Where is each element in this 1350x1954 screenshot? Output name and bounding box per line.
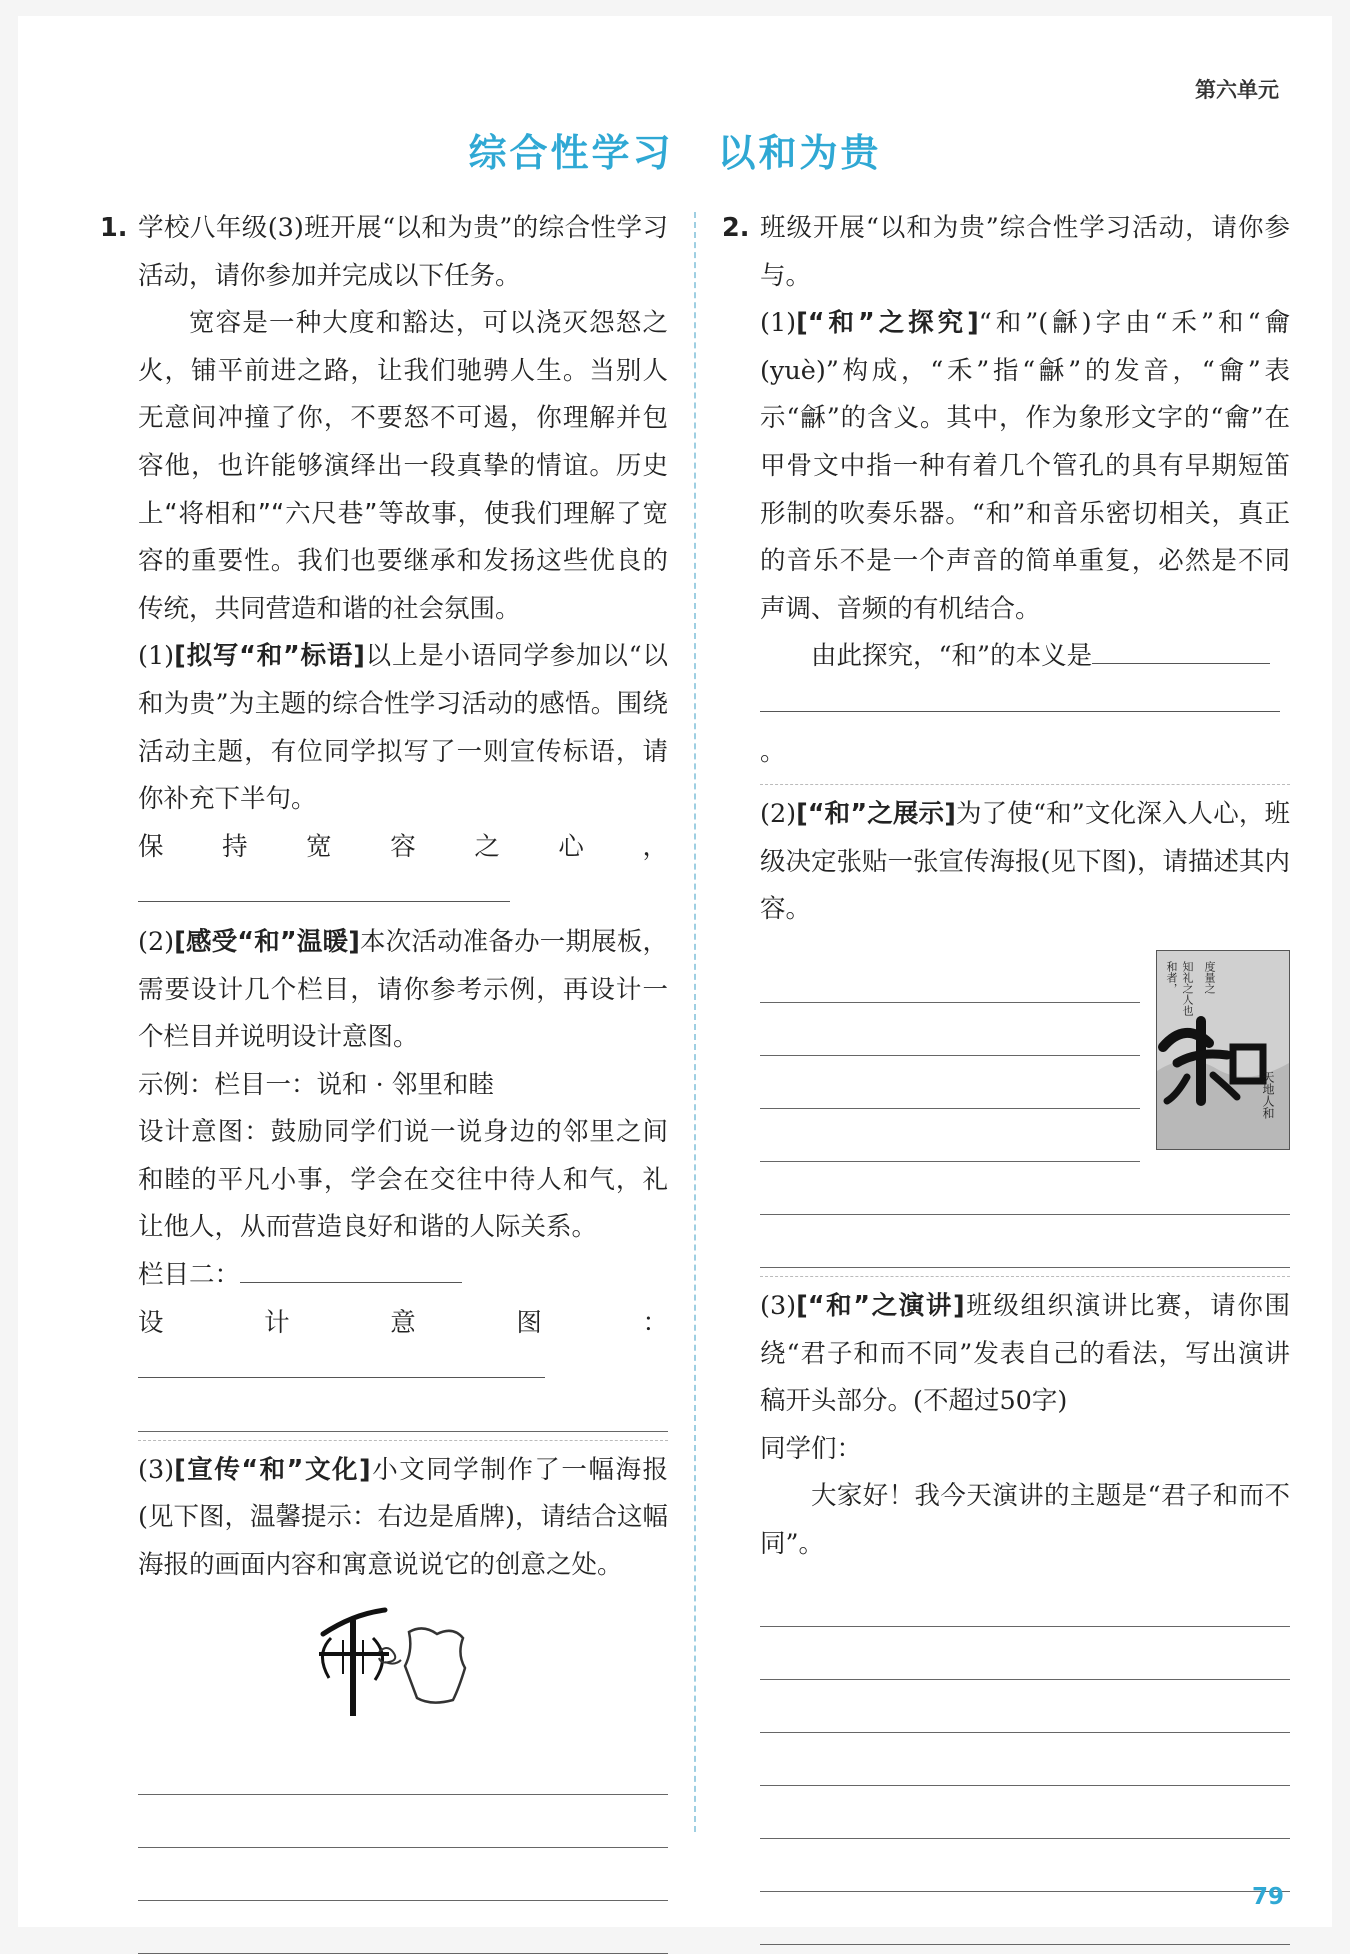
page-number: 79	[1252, 1884, 1285, 1910]
answer-line[interactable]	[138, 1795, 668, 1848]
period: 。	[760, 736, 786, 767]
q1-sub3	[138, 1447, 668, 1590]
answer-line[interactable]	[760, 1003, 1140, 1056]
section-separator	[760, 784, 1290, 785]
answer-line[interactable]	[138, 1742, 668, 1795]
q2-sub1-answer	[760, 633, 1290, 681]
answer-line[interactable]	[760, 1627, 1290, 1680]
column-divider	[694, 212, 696, 1832]
sub-text: 本次活动准备办一期展板，需要设计几个栏目，请你参考示例，再设计一个栏目并说明设计意图。	[138, 926, 668, 1053]
sub-text: 班级组织演讲比赛，请你围绕“君子和而不同”发表自己的看法，写出演讲稿开头部分。(不超过50字)	[760, 1290, 1290, 1417]
meaning-answer-blank-2[interactable]	[760, 683, 1280, 712]
intent-answer-blank[interactable]	[138, 1349, 545, 1378]
poster-answer-area	[760, 950, 1290, 1268]
speech-greeting: 同学们：	[760, 1433, 863, 1464]
slogan-prompt: 保持宽容之心，	[138, 831, 668, 862]
answer-line[interactable]	[138, 1395, 668, 1432]
answer-line[interactable]	[760, 1680, 1290, 1733]
slogan-answer-blank[interactable]	[138, 873, 510, 902]
question-number: 2.	[722, 213, 750, 243]
q1-example: 示例：栏目一：说和 · 邻里和睦	[138, 1069, 494, 1100]
sub-number: (1)	[138, 641, 175, 672]
sub-tag: [“和”之探究]	[796, 308, 979, 339]
poster-he-shield-image	[313, 1604, 473, 1724]
speech-opening: 大家好！我今天演讲的主题是“君子和而不同”。	[760, 1481, 1290, 1559]
answer-line[interactable]	[138, 1901, 668, 1954]
sub-text: 小文同学制作了一幅海报(见下图，温馨提示：右边是盾牌)，请结合这幅海报的画面内容和寓意说说它的创意之处。	[138, 1454, 668, 1581]
sub-tag: [“和”之展示]	[796, 799, 956, 830]
sub-number: (2)	[760, 799, 797, 830]
q1-intent	[138, 1300, 668, 1395]
title-part2: 以和为贵	[717, 131, 882, 175]
answer-line[interactable]	[760, 1109, 1140, 1162]
answer-line[interactable]	[760, 1574, 1290, 1627]
sub-tag: [宣传“和”文化]	[174, 1454, 371, 1485]
answer-line[interactable]	[760, 1056, 1140, 1109]
poster-text-1: 和者，	[1165, 960, 1178, 994]
answer-line[interactable]	[760, 1839, 1290, 1892]
poster-text-4: 天地人和	[1261, 1070, 1275, 1119]
answer-line[interactable]	[760, 1162, 1290, 1215]
sub-number: (3)	[138, 1454, 175, 1485]
intent-label: 设计意图：	[138, 1307, 668, 1338]
column2-answer-blank[interactable]	[240, 1254, 462, 1283]
question-1	[100, 205, 668, 1954]
q2-sub3	[760, 1283, 1290, 1426]
unit-label: 第六单元	[1195, 78, 1279, 102]
answer-line[interactable]	[760, 1892, 1290, 1945]
section-separator	[760, 1276, 1290, 1277]
question-number: 1.	[100, 213, 128, 243]
q2-intro: 班级开展“以和为贵”综合性学习活动，请你参与。	[760, 213, 1290, 291]
q1-sub2	[138, 919, 668, 1062]
sub-text: 为了使“和”文化深入人心，班级决定张贴一张宣传海报(见下图)，请描述其内容。	[760, 799, 1290, 925]
title-part1: 综合性学习	[468, 131, 674, 175]
sub-tag: [感受“和”温暖]	[174, 926, 360, 957]
answer-line[interactable]	[760, 1215, 1290, 1268]
question-2	[722, 205, 1290, 1945]
meaning-prompt: 由此探究，“和”的本义是	[811, 641, 1093, 672]
meaning-answer-blank[interactable]	[1092, 635, 1270, 664]
sub-number: (3)	[760, 1290, 797, 1321]
sub-number: (1)	[760, 308, 797, 339]
q2-sub1-answer-cont	[760, 681, 1290, 776]
answer-line[interactable]	[760, 950, 1140, 1003]
answer-line[interactable]	[760, 1786, 1290, 1839]
q1-sub1-answer	[138, 824, 668, 919]
q1-example-intent: 设计意图：鼓励同学们说一说身边的邻里之间和睦的平凡小事，学会在交往中待人和气，礼让他人，从而营造良好和谐的人际关系。	[138, 1117, 668, 1243]
sub-tag: [“和”之演讲]	[796, 1290, 965, 1321]
speech-answer-area	[760, 1574, 1290, 1945]
sub-number: (2)	[138, 926, 175, 957]
column2-label: 栏目二：	[138, 1260, 241, 1291]
sub-text: “和”(龢)字由“禾”和“龠(yuè)”构成，“禾”指“龢”的发音，“龠”表示“龢”的含义。其中，作为象形文字的“龠”在甲骨文中指一种有着几个管孔的具有早期短笛形制的吹奏乐器。“和”和音乐密切相关，真正的音乐不是一个声音的简单重复，必然是不同声调、音频的有机结合。	[760, 308, 1290, 624]
q2-sub2	[760, 791, 1290, 934]
sub-text: 以上是小语同学参加以“以和为贵”为主题的综合性学习活动的感悟。围绕活动主题，有位同学拟写了一则宣传标语，请你补充下半句。	[138, 641, 668, 815]
q1-column2	[138, 1252, 668, 1300]
answer-line[interactable]	[138, 1848, 668, 1901]
answer-line[interactable]	[760, 1733, 1290, 1786]
poster-text-2: 知礼之人也	[1181, 960, 1194, 1016]
section-separator	[138, 1440, 668, 1441]
page-title	[0, 122, 1350, 177]
q1-passage: 宽容是一种大度和豁达，可以浇灭怨怒之火，铺平前进之路，让我们驰骋人生。当别人无意间冲撞了你，不要怒不可遏，你理解并包容他，也许能够演绎出一段真挚的情谊。历史上“将相和”“六尺巷”等故事，使我们理解了宽容的重要性。我们也要继承和发扬这些优良的传统，共同营造和谐的社会氛围。	[138, 308, 668, 624]
q1-intro: 学校八年级(3)班开展“以和为贵”的综合性学习活动，请你参加并完成以下任务。	[138, 213, 668, 291]
q2-sub1	[760, 300, 1290, 633]
poster-text-3: 度量之	[1203, 960, 1216, 994]
q1-sub1	[138, 633, 668, 823]
he-poster-image	[1156, 950, 1290, 1150]
sub-tag: [拟写“和”标语]	[174, 641, 365, 672]
